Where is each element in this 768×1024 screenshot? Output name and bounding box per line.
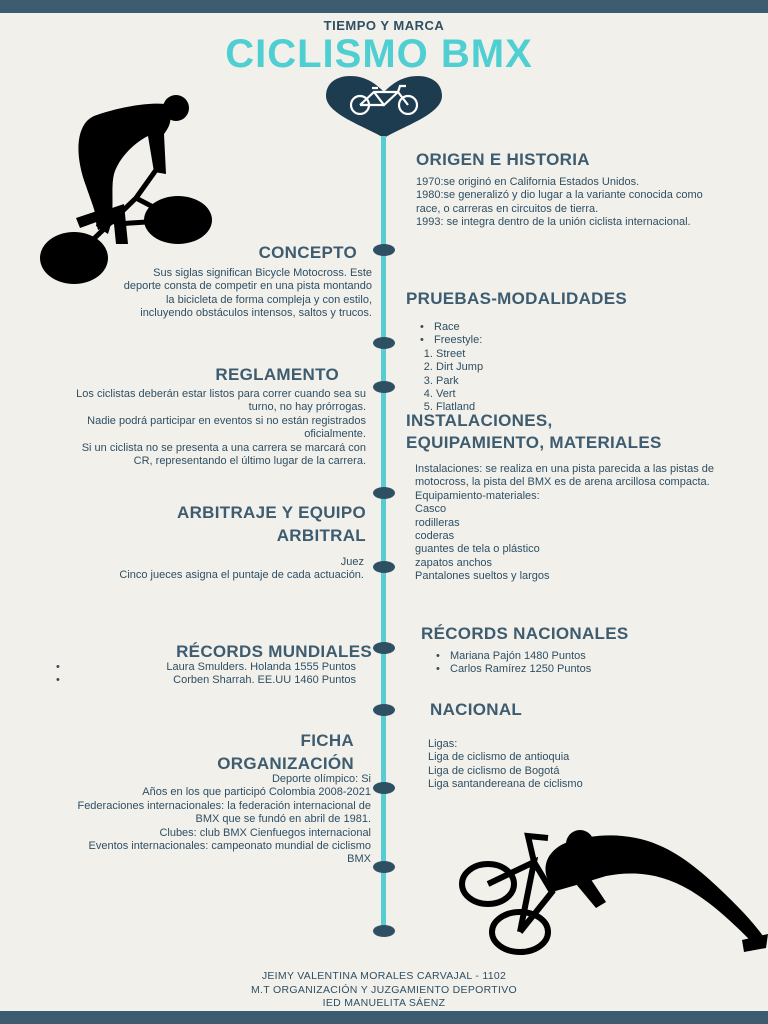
- reglamento-line: Si un ciclista no se presenta a una carrera se marcará con CR, representando el último lugar de la carrera.: [81, 441, 366, 468]
- concepto-text: Sus siglas significan Bicycle Motocross. Este deporte consta de competir en una pista montando la bicicleta de forma compleja y con estilo, incluyendo obstáculos intensos, saltos y trucos.: [123, 267, 372, 320]
- timeline-dot: [373, 561, 395, 573]
- timeline-dot: [373, 381, 395, 393]
- list-item: 2. Dirt Jump: [436, 361, 616, 374]
- timeline-dot: [373, 925, 395, 937]
- timeline-dot: [373, 782, 395, 794]
- nacional-line: Ligas:: [428, 738, 458, 750]
- section-title-origen: ORIGEN E HISTORIA: [416, 150, 590, 169]
- instalaciones-line: zapatos anchos: [415, 556, 493, 569]
- instalaciones-line: Instalaciones: se realiza en una pista parecida a las pistas de motocross, la pista del BMX es de arena arcillosa compacta.: [415, 463, 715, 489]
- footer-course: M.T ORGANIZACIÓN Y JUZGAMIENTO DEPORTIVO: [251, 983, 517, 996]
- reglamento-line: Los ciclistas deberán estar listos para correr cuando sea su turno, no hay prórrogas.: [76, 388, 366, 414]
- list-item: 3. Park: [436, 375, 616, 388]
- page-subtitle: TIEMPO Y MARCA: [323, 18, 445, 33]
- instalaciones-line: coderas: [415, 530, 455, 543]
- arbitraje-line: Cinco jueces asigna el puntaje de cada actuación.: [119, 569, 364, 582]
- reglamento-line: Nadie podrá participar en eventos si no están registrados oficialmente.: [87, 414, 366, 441]
- arbitraje-line: Juez: [340, 556, 364, 568]
- ficha-line: Deporte olímpico: Si: [271, 773, 371, 785]
- page-title: CICLISMO BMX: [225, 32, 533, 76]
- ficha-line: Eventos internacionales: campeonato mundial de ciclismo BMX: [88, 840, 371, 866]
- timeline-dot: [373, 244, 395, 256]
- nacional-line: Liga de ciclismo de Bogotá: [428, 764, 560, 777]
- title-line: INSTALACIONES,: [406, 411, 553, 430]
- nacional-line: Liga santandereana de ciclismo: [428, 778, 583, 791]
- origen-line: 1970:se originó en California Estados Unidos.: [416, 176, 640, 188]
- origen-line: 1993: se integra dentro de la unión ciclista internacional.: [416, 216, 691, 229]
- list-item: 4. Vert: [436, 388, 616, 401]
- instalaciones-line: guantes de tela o plástico: [415, 543, 540, 556]
- timeline-dot: [373, 861, 395, 873]
- records-mundiales-list: [56, 661, 356, 688]
- ficha-line: Años en los que participó Colombia 2008-2021: [142, 786, 371, 799]
- section-title-reglamento: REGLAMENTO: [215, 365, 339, 384]
- title-line: ARBITRAJE Y EQUIPO: [177, 503, 366, 522]
- instalaciones-line: rodilleras: [415, 516, 460, 529]
- bmx-rider-silhouette: [36, 94, 216, 286]
- top-bar: [0, 0, 768, 13]
- section-title-concepto: CONCEPTO: [258, 243, 357, 262]
- section-title-instalaciones: [406, 410, 662, 454]
- heart-icon: [324, 74, 444, 140]
- ficha-line: Federaciones internacionales: la federación internacional de BMX que se fundó en abril de 1981.: [77, 799, 371, 826]
- reglamento-text: [64, 388, 366, 468]
- footer-school: IED MANUELITA SÁENZ: [322, 997, 446, 1009]
- instalaciones-line: Casco: [415, 503, 447, 516]
- title-line: EQUIPAMIENTO, MATERIALES: [406, 433, 662, 452]
- timeline-dot: [373, 642, 395, 654]
- list-item: • Race: [434, 321, 616, 334]
- instalaciones-line: Equipamiento-materiales:: [415, 489, 540, 502]
- records-nacionales-list: [432, 650, 692, 677]
- timeline-dot: [373, 337, 395, 349]
- record-text: Corben Sharrah. EE.UU 1460 Puntos: [173, 674, 356, 687]
- ficha-text: [64, 773, 371, 867]
- origen-line: 1980:se generalizó y dio lugar a la variante conocida como race, o carreras en circuitos de tierra.: [416, 189, 703, 215]
- bmx-rider-silhouette: [456, 822, 768, 960]
- list-item: • Mariana Pajón 1480 Puntos: [450, 650, 692, 663]
- list-item: • Carlos Ramírez 1250 Puntos: [450, 663, 692, 676]
- record-text: Laura Smulders. Holanda 1555 Puntos: [166, 661, 356, 673]
- nacional-line: Liga de ciclismo de antioquia: [428, 751, 570, 764]
- timeline-dot: [373, 487, 395, 499]
- timeline-dot: [373, 704, 395, 716]
- title-line: FICHA: [300, 731, 354, 750]
- section-title-records-nacionales: RÉCORDS NACIONALES: [421, 624, 629, 643]
- origen-text: [416, 176, 722, 230]
- pruebas-list: [416, 321, 616, 415]
- footer-author: JEIMY VALENTINA MORALES CARVAJAL - 1102: [261, 970, 507, 982]
- ficha-line: Clubes: club BMX Cienfuegos internacional: [159, 826, 371, 839]
- instalaciones-text: [415, 463, 747, 584]
- list-item: • Laura Smulders. Holanda 1555 Puntos: [56, 661, 356, 673]
- arbitraje-text: [90, 556, 364, 583]
- section-title-records-mundiales: RÉCORDS MUNDIALES: [176, 642, 372, 661]
- instalaciones-line: Pantalones sueltos y largos: [415, 570, 550, 583]
- section-title-nacional: NACIONAL: [430, 700, 523, 719]
- list-item: • Freestyle:: [434, 334, 616, 347]
- list-item: • Corben Sharrah. EE.UU 1460 Puntos: [56, 674, 356, 687]
- bottom-bar: [0, 1011, 768, 1024]
- nacional-text: [428, 738, 668, 792]
- list-item: 5. Flatland: [436, 401, 616, 414]
- footer: [0, 970, 768, 1011]
- title-line: ARBITRAL: [276, 526, 366, 545]
- section-title-pruebas: PRUEBAS-MODALIDADES: [406, 289, 628, 308]
- section-title-ficha: [170, 729, 354, 775]
- title-line: ORGANIZACIÓN: [217, 754, 354, 773]
- list-item: 1. Street: [436, 348, 616, 361]
- section-title-arbitraje: [120, 501, 366, 547]
